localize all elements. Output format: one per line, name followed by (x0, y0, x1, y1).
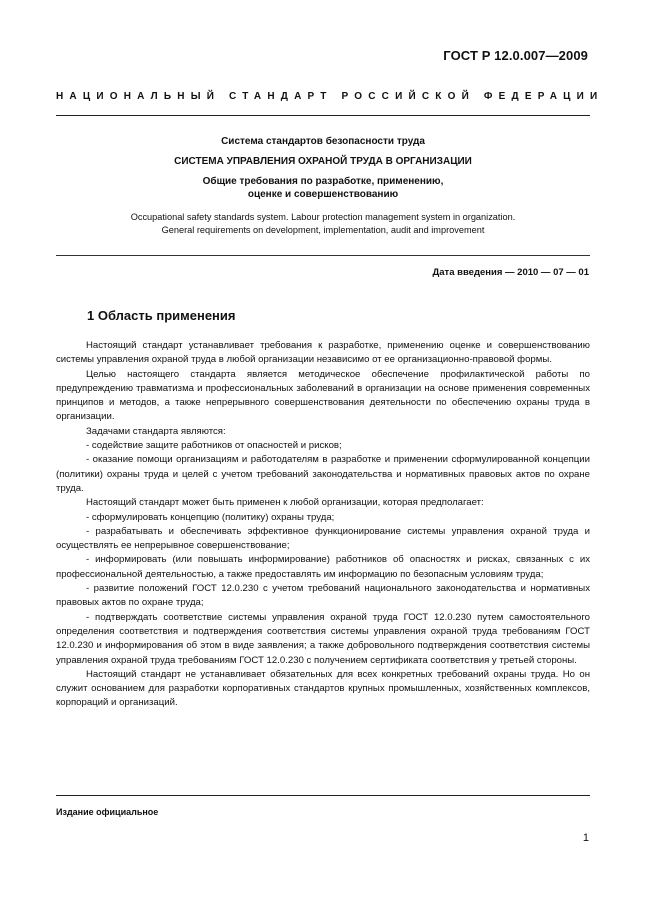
list-item: - развитие положений ГОСТ 12.0.230 с учетом требований национального законодательства и нормативных правовых актов по охране труда; (56, 583, 590, 609)
list-item: - содействие защите работников от опасностей и рисков; (86, 440, 342, 452)
english-title (56, 211, 590, 237)
list-item: - подтверждать соответствие системы управления охраной труда ГОСТ 12.0.230 путем самостоятельного определения соответствия и подтверждения соответствия системы управления охраной труда требованиям ГОСТ 12.0.230 и информирования об этом в виде заявления; а также добровольного подтверждения соответствия системы управления охраной труда требованиям ГОСТ 12.0.230 с получением сертификата соответствия у третьей стороны. (56, 611, 590, 666)
english-title-line-2: General requirements on development, implementation, audit and improvement (161, 225, 485, 235)
section-body (56, 339, 590, 711)
introduction-date: Дата введения — 2010 — 07 — 01 (432, 267, 589, 278)
paragraph: Настоящий стандарт может быть применен к любой организации, которая предполагает: (86, 497, 484, 509)
subtitle-line-2: оценке и совершенствованию (247, 189, 399, 200)
edition-label: Издание официальное (56, 807, 159, 817)
series-title: Система стандартов безопасности труда (221, 136, 425, 147)
national-standard-header: НАЦИОНАЛЬНЫЙ СТАНДАРТ РОССИЙСКОЙ ФЕДЕРАЦИИ (56, 91, 604, 102)
paragraph: Настоящий стандарт устанавливает требования к разработке, применению оценке и совершенствованию системы управления охраной труда в любой организации независимо от ее организационно-правовой формы. (56, 340, 590, 366)
document-number: ГОСТ Р 12.0.007—2009 (443, 48, 588, 63)
list-item: - сформулировать концепцию (политику) охраны труда; (86, 511, 335, 523)
list-item: - информировать (или повышать информирование) работников об опасностях и рисках, связанных с их профессиональной деятельностью, а также предоставлять им информацию по безопасным условиям труда; (56, 554, 590, 580)
header-divider (56, 115, 590, 116)
subtitle-line-1: Общие требования по разработке, применению, (202, 176, 444, 187)
page-number: 1 (582, 832, 589, 844)
title-block (56, 136, 590, 237)
list-item: - разрабатывать и обеспечивать эффективное функционирование системы управления охраной труда и осуществлять ее непрерывное совершенствование; (56, 525, 590, 552)
title-divider (56, 255, 590, 256)
section-heading: 1 Область применения (87, 308, 236, 323)
paragraph: Целью настоящего стандарта является методическое обеспечение профилактической работы по предупреждению травматизма и профессиональных заболеваний в организации на основе применения современных принципов и методов, а также непрерывного совершенствования деятельности по обеспечению охраны труда в организации. (56, 368, 590, 423)
paragraph: Задачами стандарта являются: (86, 425, 226, 437)
footer-divider (56, 795, 590, 796)
paragraph: Настоящий стандарт не устанавливает обязательных для всех конкретных требований охраны труда. Но он служит основанием для разработки корпоративных стандартов крупных промышленных, хозяйственных комплексов, корпораций и организаций. (56, 668, 590, 709)
main-title: СИСТЕМА УПРАВЛЕНИЯ ОХРАНОЙ ТРУДА В ОРГАНИЗАЦИИ (174, 156, 472, 167)
english-title-line-1: Occupational safety standards system. Labour protection management system in organization. (130, 212, 516, 222)
list-item: - оказание помощи организациям и работодателям в разработке и применении сформулированной концепции (политики) охраны труда и целей с учетом требований законодательства и нормативных правовых актов по охране труда. (56, 454, 590, 494)
